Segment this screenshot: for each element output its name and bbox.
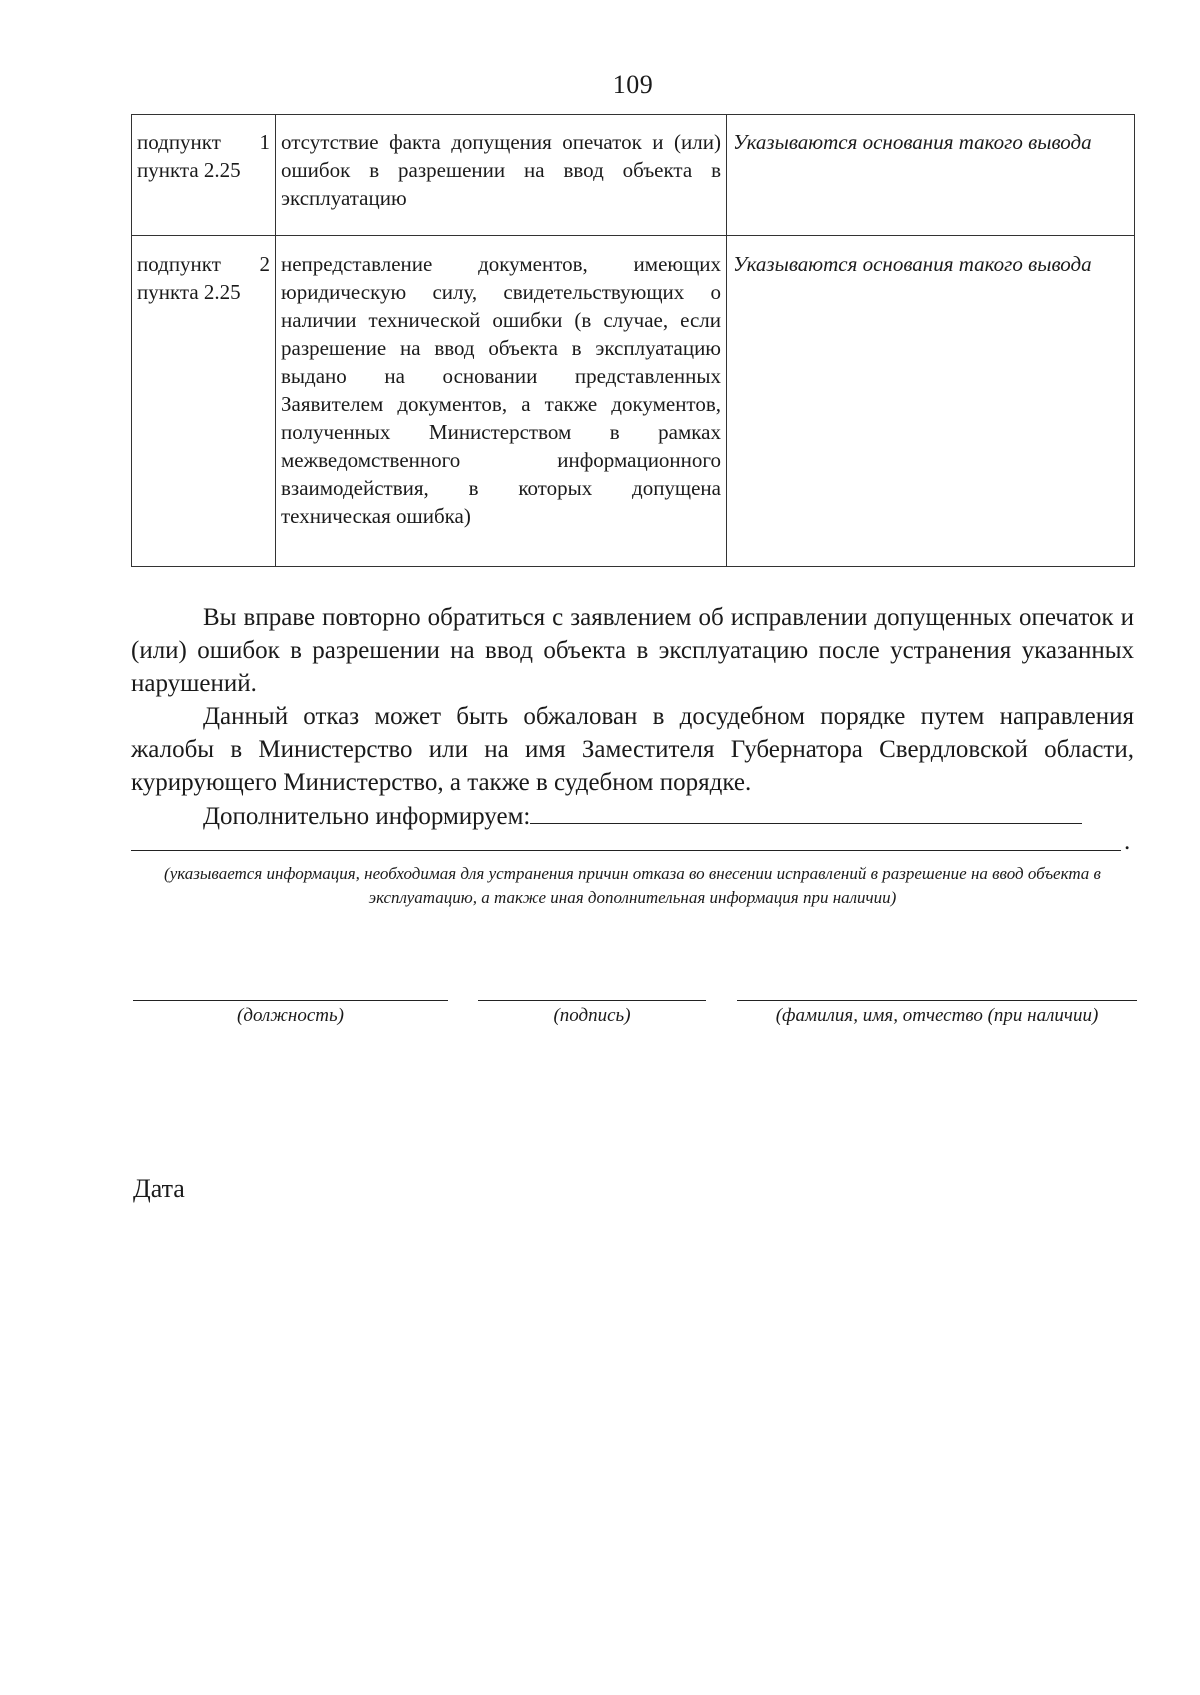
signature-caption: (подпись): [553, 1005, 631, 1026]
appeal-paragraph: Данный отказ может быть обжалован в досудебном порядке путем направления жалобы в Министерство или на имя Заместителя Губернатора Свердловской области, курирующего Министерство, а также в судебном порядке.: [131, 703, 1134, 796]
table-cell-reason: непредставление документов, имеющих юридическую силу, свидетельствующих о наличии технической ошибки (в случае, если разрешение на ввод объекта в эксплуатацию выдано на основании представленных Заявителем документов, а также документов, полученных Министерством в рамках межведомственного информационного взаимодействия, в которых допущена техническая ошибка): [276, 236, 727, 567]
additional-info-line: [131, 799, 1134, 833]
additional-info-note: (указывается информация, необходимая для устранения причин отказа во внесении исправлений в разрешение на ввод объекта в эксплуатацию, а также иная дополнительная информация при наличии): [164, 864, 1101, 907]
line-end-dot: .: [1124, 828, 1131, 855]
date-label: Дата: [133, 1174, 185, 1203]
table-row: [132, 236, 1135, 567]
table-cell-reference: подпункт 2 пункта 2.25: [132, 236, 276, 567]
additional-info-fill-line-2: [131, 850, 1121, 851]
page-number: 109: [612, 70, 654, 99]
position-caption: (должность): [237, 1005, 344, 1026]
full-name-line: [737, 1000, 1137, 1001]
additional-info-label: Дополнительно информируем:: [203, 803, 531, 830]
table-cell-explanation: Указываются основания такого вывода: [727, 115, 1135, 236]
table-row: [132, 115, 1135, 236]
position-line: [133, 1000, 448, 1001]
reapply-paragraph: Вы вправе повторно обратиться с заявлением об исправлении допущенных опечаток и (или) ошибок в разрешении на ввод объекта в эксплуатацию после устранения указанных нарушений.: [131, 604, 1134, 697]
signature-line: [478, 1000, 706, 1001]
table-cell-explanation: Указываются основания такого вывода: [727, 236, 1135, 567]
additional-info-fill-line: [530, 799, 1082, 824]
table-cell-reason: отсутствие факта допущения опечаток и (или) ошибок в разрешении на ввод объекта в эксплуатацию: [276, 115, 727, 236]
refusal-grounds-table: [131, 114, 1135, 567]
full-name-caption: (фамилия, имя, отчество (при наличии): [775, 1005, 1099, 1026]
table-cell-reference: подпункт 1 пункта 2.25: [132, 115, 276, 236]
